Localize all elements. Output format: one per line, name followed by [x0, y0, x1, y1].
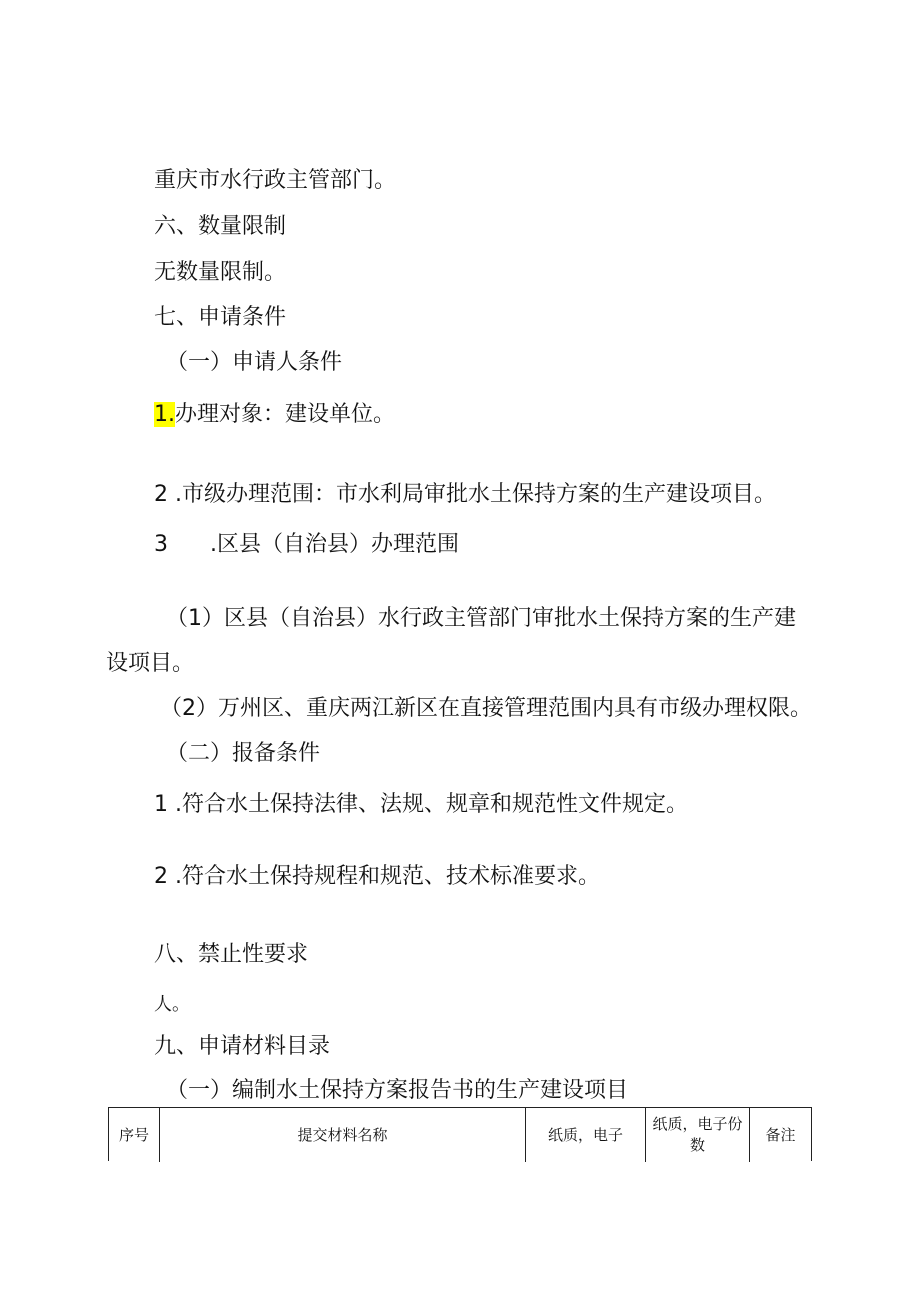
table-header-copies: 纸质，电子份数 [646, 1108, 750, 1162]
table-header-index: 序号 [109, 1108, 160, 1162]
item-text: 办理对象：建设单位。 [175, 402, 396, 427]
highlighted-number: 1. [154, 402, 175, 427]
section-heading-prohibitions: 八、禁止性要求 [154, 942, 309, 967]
item-handling-object [154, 400, 395, 430]
subheading-applicant-conditions: （一）申请人条件 [166, 350, 343, 375]
item-law-compliance: 1 .符合水土保持法律、法规、规章和规范性文件规定。 [154, 792, 688, 817]
item-text: .区县（自治县）办理范围 [210, 532, 459, 557]
text-line-no-limit: 无数量限制。 [154, 260, 287, 285]
item-number: 3 [154, 532, 168, 557]
table-header-remarks: 备注 [765, 1125, 796, 1144]
item-standard-compliance: 2 .符合水土保持规程和规范、技术标准要求。 [154, 864, 600, 889]
section-heading-conditions: 七、申请条件 [154, 305, 287, 330]
text-line-none: 人。 [154, 994, 190, 1015]
section-heading-materials: 九、申请材料目录 [154, 1034, 331, 1059]
subheading-report-projects: （一）编制水土保持方案报告书的生产建设项目 [166, 1078, 629, 1103]
section-heading-quantity-limit: 六、数量限制 [154, 214, 287, 239]
subitem-wanzhou-liangjiang: （2）万州区、重庆两江新区在直接管理范围内具有市级办理权限。 [160, 696, 812, 721]
subitem-district-approval-cont: 设项目。 [106, 651, 195, 676]
item-city-scope: 2 .市级办理范围：市水利局审批水土保持方案的生产建设项目。 [154, 482, 776, 507]
table-header-material-name: 提交材料名称 [160, 1108, 526, 1162]
subitem-district-approval: （1）区县（自治县）水行政主管部门审批水土保持方案的生产建 [166, 606, 796, 631]
subheading-filing-conditions: （二）报备条件 [166, 741, 321, 766]
materials-table [108, 1107, 812, 1161]
item-district-scope [154, 530, 459, 560]
table-header-format: 纸质，电子 [526, 1108, 646, 1162]
text-line-1: 重庆市水行政主管部门。 [154, 168, 397, 193]
